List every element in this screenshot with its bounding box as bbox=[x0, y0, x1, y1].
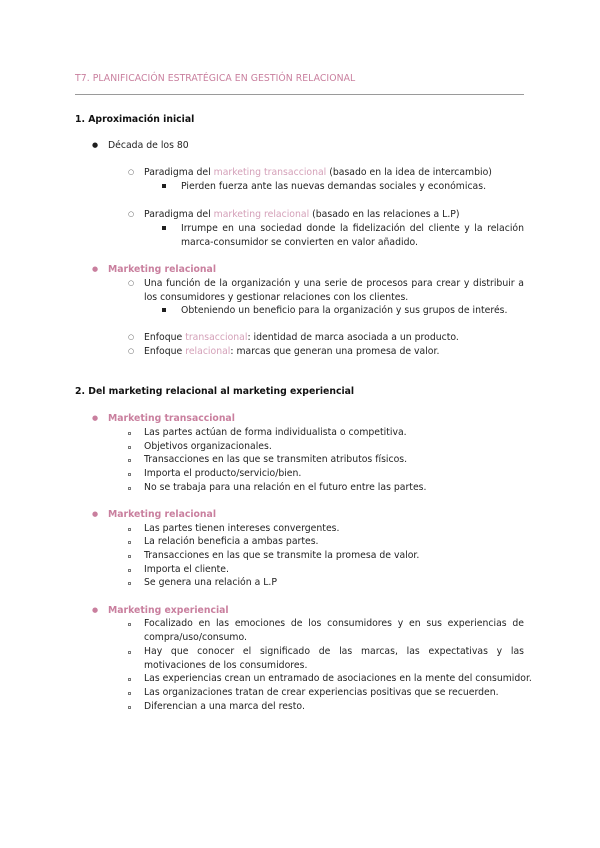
bullet-icon: ● bbox=[92, 265, 99, 273]
circle-bullet-icon: ○ bbox=[128, 210, 135, 218]
small-square-bullet-icon bbox=[128, 528, 131, 531]
title-divider bbox=[75, 94, 524, 95]
circle-bullet-icon: ○ bbox=[128, 168, 135, 176]
small-square-bullet-icon bbox=[128, 582, 131, 585]
small-square-bullet-icon bbox=[128, 432, 131, 435]
list-item-text: Irrumpe en una sociedad donde la fidelización del cliente y la relación marca-consumidor se convierten en valor añadido. bbox=[181, 223, 524, 248]
list-item-text: Obteniendo un beneficio para la organización y sus grupos de interés. bbox=[181, 305, 508, 316]
small-square-bullet-icon bbox=[128, 623, 131, 626]
list-item-text: Enfoque transaccional: identidad de marca asociada a un producto. bbox=[144, 332, 459, 343]
small-square-bullet-icon bbox=[128, 459, 131, 462]
small-square-bullet-icon bbox=[128, 692, 131, 695]
list-item-text: Pierden fuerza ante las nuevas demandas sociales y económicas. bbox=[181, 181, 487, 192]
list-item-text: Una función de la organización y una serie de procesos para crear y distribuir a los consumidores y gestionar relaciones con los clientes. bbox=[144, 278, 524, 303]
bullet-icon: ● bbox=[92, 141, 99, 149]
square-bullet-icon bbox=[162, 226, 166, 230]
bullet-icon: ● bbox=[92, 606, 99, 614]
circle-bullet-icon: ○ bbox=[128, 279, 135, 287]
small-square-bullet-icon bbox=[128, 541, 131, 544]
small-square-bullet-icon bbox=[128, 446, 131, 449]
square-bullet-icon bbox=[162, 308, 166, 312]
section-1-heading: 1. Aproximación inicial bbox=[75, 114, 195, 125]
small-square-bullet-icon bbox=[128, 569, 131, 572]
list-item-text: Paradigma del marketing relacional (basado en las relaciones a L.P) bbox=[144, 209, 460, 220]
list-item-text: Marketing relacional bbox=[108, 264, 217, 275]
small-square-bullet-icon bbox=[128, 651, 131, 654]
list-item-text: Marketing transaccional bbox=[108, 413, 235, 424]
list-item-text: Paradigma del marketing transaccional (basado en la idea de intercambio) bbox=[144, 167, 492, 178]
circle-bullet-icon: ○ bbox=[128, 347, 135, 355]
list-item-text: Marketing relacional bbox=[108, 509, 217, 520]
circle-bullet-icon: ○ bbox=[128, 333, 135, 341]
section-2-heading: 2. Del marketing relacional al marketing experiencial bbox=[75, 386, 355, 397]
small-square-bullet-icon bbox=[128, 678, 131, 681]
document-page: T7. PLANIFICACIÓN ESTRATÉGICA EN GESTIÓN RELACIONAL 1. Aproximación inicial ● Década de los 80 ○ Paradigma del marketing transaccional (basado en la idea de intercambio) Pierden fuerza ante las nuevas demandas sociales y económicas. ○ Paradigma del marketing relacional (basado en las relaciones a L.P) Irrumpe en una sociedad donde la fidelización del cliente y la relación marca-consumidor se convierten en valor añadido. ● Marketing relacional ○ Una función de la organización y una serie de procesos para crear y distribuir a los consumidores y gestionar relaciones con los clientes. Obteniendo un beneficio para la organización y sus grupos de interés. ○ Enfoque transaccional: identidad de marca asociada a un producto. ○ Enfoque relacional: marcas que generan una promesa de valor. 2. Del marketing relacional al marketing experiencial ● Marketing transaccional Las partes actúan de forma individualista o competitiva. Objetivos organizacionales. Transacciones en las que se transmiten atributos físicos. Importa el producto/servicio/bien. No se trabaja para una relación en el futuro entre las partes. ● Marketing relacional Las partes tienen intereses convergentes. La relación beneficia a ambas partes. Transacciones en las que se transmite la promesa de valor. Importa el cliente. Se genera una relación a L.P ● Marketing experiencial Focalizado en las emociones de los consumidores y en sus experiencias de compra/uso/consumo. Hay que conocer el significado de las marcas, las expectativas y las motivaciones de los consumidores. Las experiencias crean un entramado de asociaciones en la mente del consumidor. Las organizaciones tratan de crear experiencias positivas que se recuerden. Diferencian a una marca del resto. bbox=[75, 73, 532, 712]
square-bullet-icon bbox=[162, 184, 166, 188]
list-item-text: Enfoque relacional: marcas que generan una promesa de valor. bbox=[144, 346, 440, 357]
bullet-icon: ● bbox=[92, 510, 99, 518]
small-square-bullet-icon bbox=[128, 555, 131, 558]
bullet-icon: ● bbox=[92, 414, 99, 422]
list-item-text: Década de los 80 bbox=[108, 140, 189, 151]
document-title: T7. PLANIFICACIÓN ESTRATÉGICA EN GESTIÓN RELACIONAL bbox=[75, 73, 356, 84]
small-square-bullet-icon bbox=[128, 473, 131, 476]
small-square-bullet-icon bbox=[128, 706, 131, 709]
small-square-bullet-icon bbox=[128, 487, 131, 490]
list-item-text: Marketing experiencial bbox=[108, 605, 229, 616]
